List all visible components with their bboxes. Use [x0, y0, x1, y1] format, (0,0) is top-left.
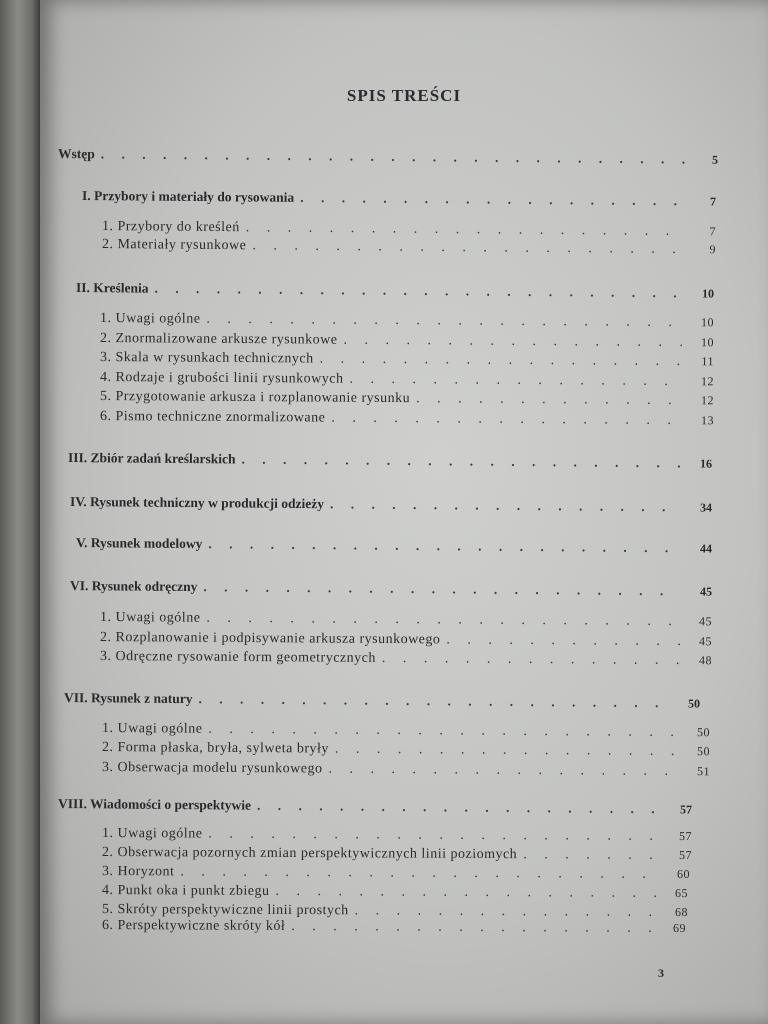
toc-item-page: 12 [700, 393, 715, 408]
toc-item [102, 845, 692, 864]
toc-section-page: 45 [699, 584, 713, 599]
toc-item [102, 721, 710, 741]
dot-leader [328, 762, 678, 780]
toc-section-6 [70, 578, 712, 600]
toc-item [102, 237, 716, 258]
dot-leader [330, 496, 680, 515]
toc-item [100, 409, 714, 429]
dot-leader [241, 452, 680, 472]
toc-item-page: 13 [700, 413, 715, 428]
page-number: 3 [658, 966, 664, 980]
dot-leader [343, 333, 682, 351]
dot-leader [355, 903, 656, 921]
dot-leader [246, 220, 684, 240]
toc-section-page: 44 [699, 541, 713, 556]
toc-entry-intro [58, 146, 718, 168]
dot-leader [416, 391, 682, 409]
toc-item-page: 45 [698, 614, 713, 629]
toc-section-page: 50 [687, 696, 701, 711]
toc-item [102, 760, 710, 780]
toc-section-page: 16 [699, 456, 713, 471]
toc-section-7 [64, 690, 700, 712]
toc-item-page: 69 [672, 920, 687, 936]
dot-leader [446, 632, 680, 650]
toc-item-page: 10 [700, 315, 715, 330]
toc-item-page: 51 [696, 764, 711, 779]
toc-section-4 [70, 494, 712, 516]
toc-item-label: 3. Skala w rysunkach technicznych [99, 350, 314, 367]
toc-section-page: 10 [701, 286, 715, 301]
dot-leader [198, 691, 668, 711]
toc-section-page: 7 [709, 194, 717, 209]
toc-item-label: 2. Obserwacja pozornych zmian perspektywicznych linii poziomych [101, 845, 518, 863]
toc-item-label: 1. Przybory do kreśleń [101, 219, 240, 236]
dot-leader [180, 864, 658, 883]
toc-section-page: 34 [699, 500, 713, 515]
toc-section-2 [76, 280, 714, 302]
dot-leader [275, 884, 656, 902]
toc-item-page: 10 [700, 335, 715, 350]
toc-item-page: 57 [678, 829, 693, 844]
toc-item [100, 389, 714, 409]
dot-leader [257, 798, 660, 818]
book-spine [0, 0, 40, 1024]
toc-section-3 [68, 450, 712, 472]
toc-section-1 [82, 188, 716, 210]
toc-item-label: 5. Skróty perspektywiczne linii prostych [101, 902, 349, 919]
toc-item-page: 9 [709, 242, 717, 257]
dot-leader [203, 579, 680, 599]
toc-entry-label: Wstęp [57, 146, 95, 162]
dot-leader [320, 352, 682, 371]
toc-item [100, 370, 714, 390]
toc-item-label: 6. Perspektywiczne skróty kół [101, 918, 286, 934]
toc-item-page: 60 [676, 867, 691, 882]
toc-section-label: V. Rysunek modelowy [75, 535, 203, 552]
toc-item [102, 864, 690, 883]
toc-section-label: IV. Rysunek techniczny w produkcji odzieży [69, 494, 325, 512]
toc-section-label: VII. Rysunek z natury [63, 690, 193, 707]
toc-item-label: 4. Rodzaje i grubości linii rysunkowych [99, 370, 344, 387]
toc-item-page: 68 [674, 905, 689, 920]
toc-section-label: VI. Rysunek odręczny [69, 578, 198, 595]
toc-item-label: 1. Uwagi ogólne [101, 721, 203, 737]
toc-entry-page: 5 [711, 152, 719, 167]
dot-leader [335, 742, 678, 760]
toc-item [100, 630, 712, 650]
dot-leader [331, 411, 682, 429]
toc-item-label: 1. Uwagi ogólne [99, 610, 201, 626]
toc-section-label: I. Przybory i materiały do rysowania [81, 188, 295, 205]
dot-leader [208, 536, 680, 556]
toc-item-page: 50 [696, 725, 711, 740]
toc-item-label: 6. Pismo techniczne znormalizowane [99, 409, 326, 426]
page-title: SPIS TREŚCI [346, 86, 462, 105]
dot-leader [206, 611, 680, 630]
dot-leader [349, 372, 682, 390]
toc-item-page: 45 [698, 634, 713, 649]
toc-section-8 [58, 796, 692, 818]
dot-leader [382, 651, 680, 669]
toc-item [102, 883, 688, 902]
toc-item-page: 7 [709, 224, 717, 239]
toc-item-label: 1. Uwagi ogólne [99, 311, 201, 327]
toc-item [102, 740, 710, 760]
toc-section-label: VIII. Wiadomości o perspektywie [57, 796, 252, 813]
toc-item-page: 57 [678, 848, 693, 863]
toc-item-label: 2. Forma płaska, bryła, sylweta bryły [101, 740, 329, 757]
toc-item [100, 649, 712, 669]
dot-leader [252, 238, 684, 258]
toc-section-page: 57 [679, 802, 693, 817]
dot-leader [206, 312, 682, 331]
toc-item-label: 3. Horyzont [101, 864, 175, 880]
book-page [40, 0, 768, 1024]
toc-section-label: II. Kreślenia [75, 280, 149, 296]
toc-item-label: 2. Materiały rysunkowe [101, 237, 247, 254]
toc-item-page: 50 [696, 744, 711, 759]
toc-item-label: 2. Rozplanowanie i podpisywanie arkusza rysunkowego [99, 630, 441, 648]
toc-item-page: 65 [674, 886, 689, 901]
toc-item-page: 48 [698, 653, 713, 668]
toc-section-5 [76, 535, 712, 557]
dot-leader [154, 281, 682, 302]
toc-item [100, 331, 714, 351]
dot-leader [208, 722, 678, 741]
toc-item [100, 311, 714, 331]
toc-item-label: 4. Punkt oka i punkt zbiegu [101, 883, 270, 899]
toc-item [102, 918, 686, 937]
toc-item [102, 826, 692, 845]
toc-item-label: 1. Uwagi ogólne [101, 826, 203, 842]
toc-item-label: 2. Znormalizowane arkusze rysunkowe [99, 331, 338, 348]
dot-leader [208, 827, 660, 845]
toc-item-page: 11 [701, 354, 715, 369]
toc-item-label: 3. Obserwacja modelu rysunkowego [101, 760, 323, 777]
toc-item-page: 12 [700, 374, 715, 389]
dot-leader [300, 190, 684, 209]
toc-item-label: 3. Odręczne rysowanie form geometrycznych [99, 649, 376, 666]
dot-leader [101, 146, 686, 167]
toc-item [100, 350, 714, 370]
dot-leader [291, 919, 654, 937]
toc-item-label: 5. Przygotowanie arkusza i rozplanowanie rysunku [99, 389, 411, 407]
dot-leader [523, 847, 660, 864]
toc-section-label: III. Zbiór zadań kreślarskich [67, 450, 236, 467]
toc-item [100, 610, 712, 630]
